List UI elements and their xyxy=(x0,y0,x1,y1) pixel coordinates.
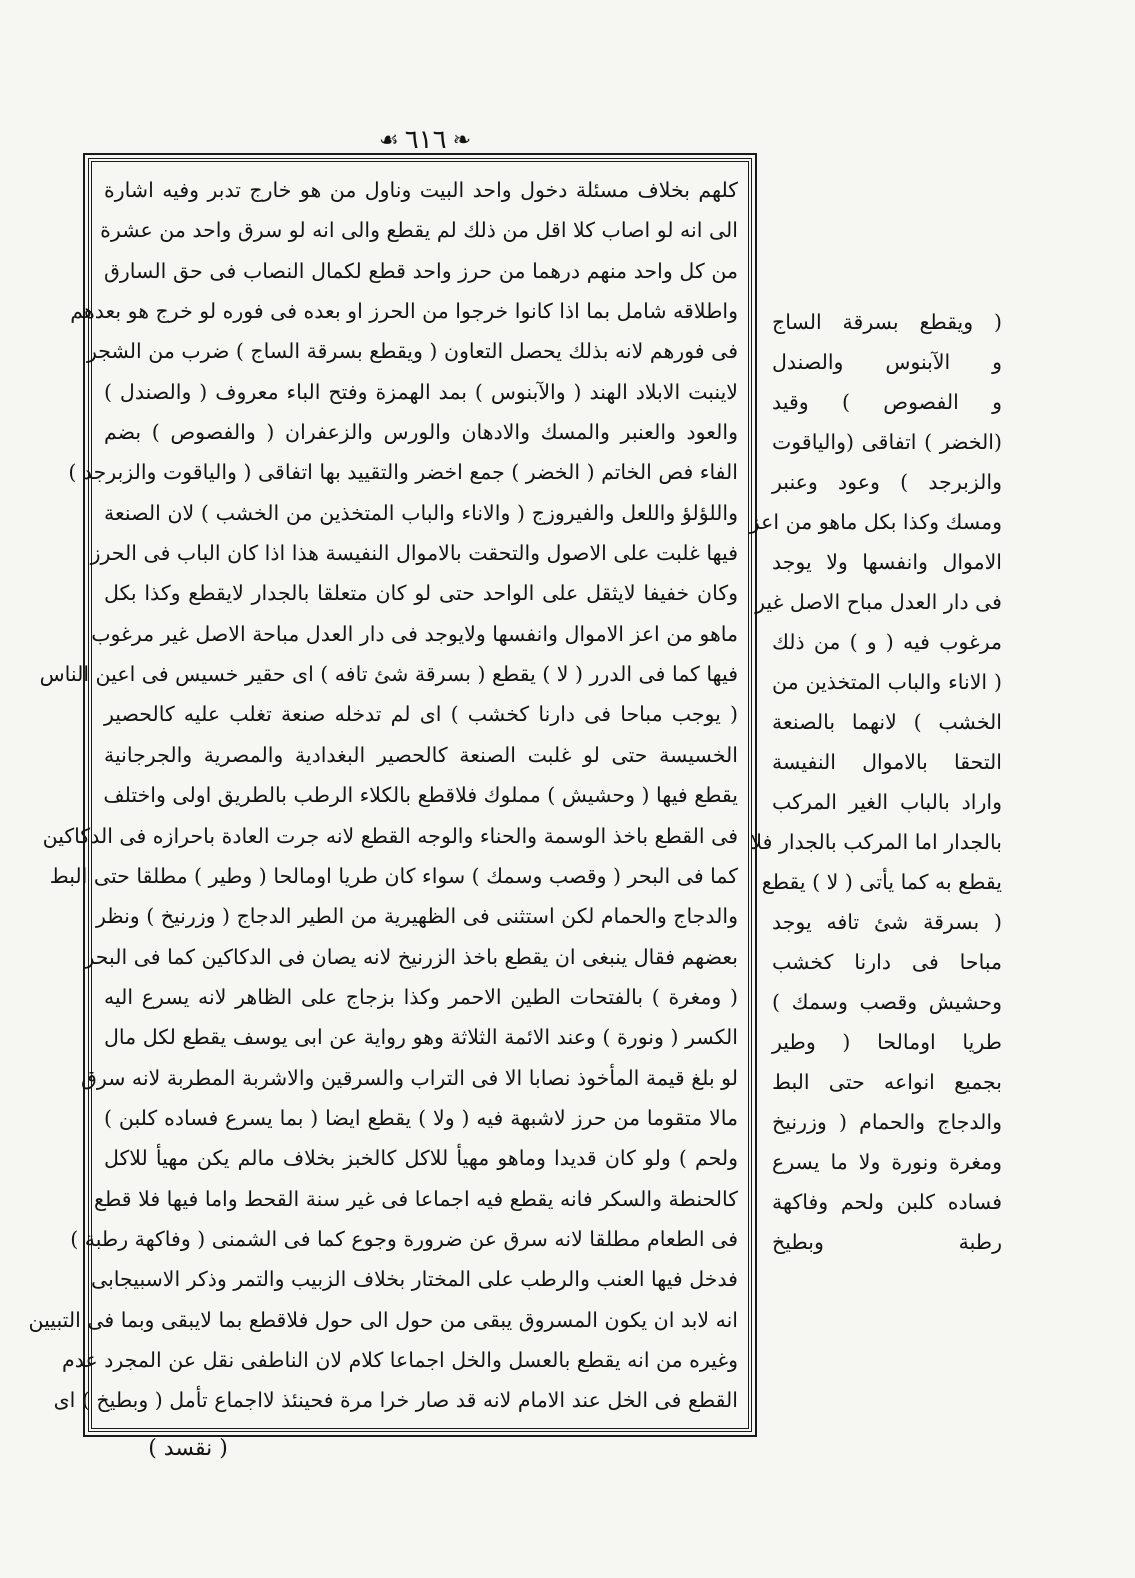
text-line: واراد بالباب الغير المركب xyxy=(772,790,1002,814)
page-number xyxy=(335,120,515,160)
text-line: ( يوجب مباحا فى دارنا كخشب ) اى لم تدخله صنعة تغلب عليه كالحصير xyxy=(104,702,738,727)
text-line: ماهو من اعز الاموال وانفسها ولايوجد فى دار العدل مباحة الاصل غير مرغوب xyxy=(91,621,738,646)
text-line: بالجدار اما المركب بالجدار فلا xyxy=(750,830,1002,854)
text-line: واطلاقه شامل بما اذا كانوا خرجوا من الحرز او بعده فى فوره لو خرج هو بعدهم xyxy=(70,299,738,324)
ornament-icon: ❧ xyxy=(452,127,472,153)
text-line: فى فورهم لانه بذلك يحصل التعاون ( ويقطع بسرقة الساج ) ضرب من الشجر xyxy=(86,339,738,364)
text-line: الى انه لو اصاب كلا اقل من ذلك لم يقطع والى انه لو سرق واحد من عشرة xyxy=(100,218,738,243)
text-line: مرغوب فيه ( و ) من ذلك xyxy=(772,630,1002,654)
text-line: بجميع انواعه حتى البط xyxy=(772,1070,1002,1094)
text-line: يقطع فيها ( وحشيش ) مملوك فلاقطع بالكلاء الرطب بالطريق اولى واختلف xyxy=(103,783,738,808)
text-line: والعود والعنبر والمسك والادهان والورس والزعفران ( والفصوص ) بضم xyxy=(104,420,738,445)
text-line: فى دار العدل مباح الاصل غير xyxy=(755,590,1002,614)
text-line: مباحا فى دارنا كخشب xyxy=(772,950,1002,974)
text-line: فيها كما فى الدرر ( لا ) يقطع ( بسرقة شئ تافه ) اى حقير خسيس فى اعين الناس xyxy=(39,662,738,687)
text-line: فى القطع باخذ الوسمة والحناء والوجه القطع لانه جرت العادة باحرازه فى الدكاكين xyxy=(42,823,738,848)
text-line: فى الطعام مطلقا لانه سرق عن ضرورة وجوع كما فى الشمنى ( وفاكهة رطبة ) xyxy=(70,1226,738,1251)
main-text-column xyxy=(28,170,738,1432)
text-line: كالحنطة والسكر فانه يقطع فيه اجماعا فى غير سنة القحط واما فيها فلا قطع xyxy=(94,1186,738,1211)
text-line: الاموال وانفسها ولا يوجد xyxy=(772,550,1002,574)
text-line: والزبرجد ) وعود وعنبر xyxy=(772,470,1002,494)
text-line: فساده كلبن ولحم وفاكهة xyxy=(772,1190,1002,1214)
text-line: بعضهم فقال ينبغى ان يقطع باخذ الزرنيخ لانه يصان فى الدكاكين كما فى البحر xyxy=(84,944,738,969)
text-line: يقطع به كما يأتى ( لا ) يقطع xyxy=(761,870,1002,894)
text-line: الفاء فص الخاتم ( الخضر ) جمع اخضر والتقييد بها اتفاقى ( والياقوت والزبرجد ) xyxy=(68,460,738,485)
text-line: من كل واحد منهم درهما من حرز واحد قطع لكمال النصاب فى حق السارق xyxy=(104,258,738,283)
text-line: وكان خفيفا لايثقل على الواحد حتى لو كان متعلقا بالجدار لايقطع وكذا بكل xyxy=(104,581,738,606)
text-line: فدخل فيها العنب والرطب على المختار بخلاف الزبيب والتمر وذكر الاسبيجابى xyxy=(90,1267,738,1292)
text-line: رطبة وبطيخ xyxy=(772,1230,1002,1254)
text-line: كما فى البحر ( وقصب وسمك ) سواء كان طريا اومالحا ( وطير ) مطلقا حتى البط xyxy=(49,863,738,888)
text-line: ( الاناء والباب المتخذين من xyxy=(772,670,1002,694)
text-line: القطع فى الخل عند الامام لانه قد صار خرا مرة فحينئذ لااجماع تأمل ( وبطيخ ) اى xyxy=(53,1388,738,1413)
text-line: ( بسرقة شئ تافه يوجد xyxy=(772,910,1002,934)
catchword: ( نقسد ) xyxy=(148,1436,228,1461)
text-line: طريا اومالحا ( وطير xyxy=(772,1030,1002,1054)
page-number-text: ٦١٦ xyxy=(404,125,447,155)
text-line: وحشيش وقصب وسمك ) xyxy=(772,990,1002,1014)
text-line: لو بلغ قيمة المأخوذ نصابا الا فى التراب والسرقين والاشربة المطربة لانه سرق xyxy=(81,1065,738,1090)
text-line: مالا متقوما من حرز لاشبهة فيه ( ولا ) يقطع ايضا ( بما يسرع فساده كلبن ) xyxy=(104,1105,738,1130)
text-line: انه لابد ان يكون المسروق يبقى من حول الى حول فلاقطع بما لايبقى وبما فى التبيين xyxy=(28,1307,738,1332)
text-line: الكسر ( ونورة ) وعند الائمة الثلاثة وهو رواية عن ابى يوسف يقطع لكل مال xyxy=(104,1025,738,1050)
text-line: ( ومغرة ) بالفتحات الطين الاحمر وكذا بزجاج على الظاهر لانه يسرع اليه xyxy=(104,984,738,1009)
text-line: الخسيسة حتى لو غلبت الصنعة كالحصير البغدادية والمصرية والجرجانية xyxy=(104,742,738,767)
text-line: (الخضر ) اتفاقى (والياقوت xyxy=(772,430,1002,454)
text-line: ( ويقطع بسرقة الساج xyxy=(772,310,1002,334)
text-line: و الآبنوس والصندل xyxy=(772,350,1002,374)
text-line: وغيره من انه يقطع بالعسل والخل اجماعا كلام لان الناطفى نقل عن المجرد عدم xyxy=(62,1347,738,1372)
text-line: و الفصوص ) وقيد xyxy=(772,390,1002,414)
text-line: والدجاج والحمام ( وزرنيخ xyxy=(772,1110,1002,1134)
ornament-icon: ☙ xyxy=(378,127,399,153)
text-line: ومغرة ونورة ولا ما يسرع xyxy=(772,1150,1002,1174)
margin-commentary xyxy=(749,302,1002,1262)
text-line: ولحم ) ولو كان قديدا وماهو مهيأ للاكل كالخبز بخلاف مالم يكن مهيأ للاكل xyxy=(104,1146,738,1171)
text-line: واللؤلؤ واللعل والفيروزج ( والاناء والباب المتخذين من الخشب ) لان الصنعة xyxy=(104,500,738,525)
text-line: الخشب ) لانهما بالصنعة xyxy=(772,710,1002,734)
text-line: لاينبت الابلاد الهند ( والآبنوس ) بمد الهمزة وفتح الباء معروف ( والصندل ) xyxy=(104,379,738,404)
text-line: والدجاج والحمام لكن استثنى فى الظهيرية من الطير الدجاج ( وزرنيخ ) ونظر xyxy=(95,904,738,929)
text-line: ومسك وكذا بكل ماهو من اعز xyxy=(749,510,1002,534)
text-line: كلهم بخلاف مسئلة دخول واحد البيت وناول من هو خارج تدبر وفيه اشارة xyxy=(104,178,738,202)
text-line: فيها غلبت على الاصول والتحقت بالاموال النفيسة هذا اذا كان الباب فى الحرز xyxy=(90,541,738,566)
text-line: التحقا بالاموال النفيسة xyxy=(772,750,1002,774)
